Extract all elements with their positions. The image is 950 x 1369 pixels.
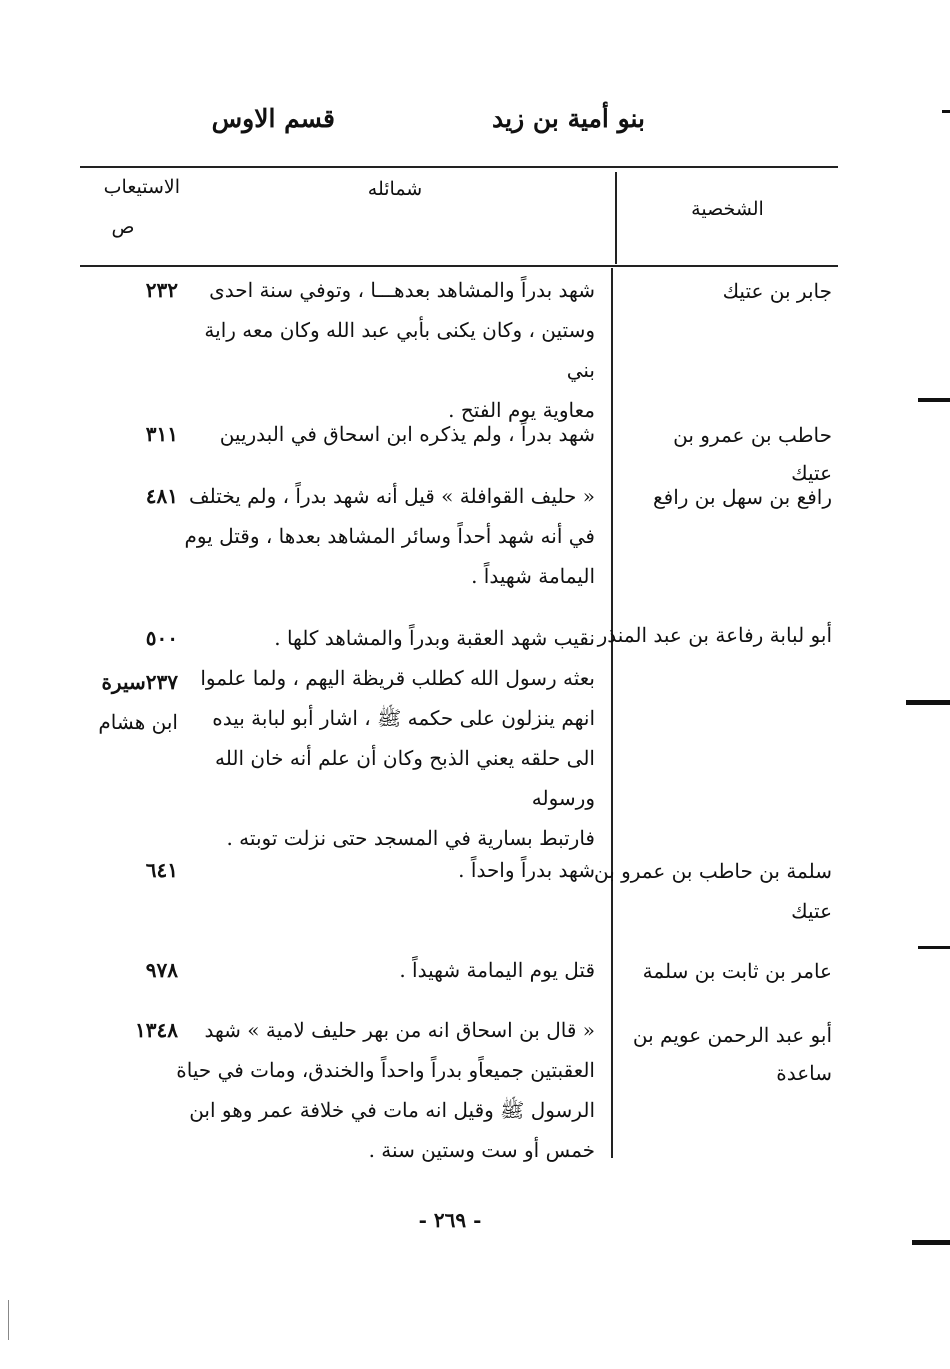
- description-line: قتل يوم اليمامة شهيداً .: [399, 958, 595, 982]
- person-description: [175, 414, 595, 454]
- person-name: حاطب بن عمرو بن عتيك: [673, 423, 832, 485]
- section-title: قسم الاوس: [211, 104, 335, 133]
- scan-edge-mark: [8, 1300, 9, 1340]
- istiab-page-ref: ٣١١: [145, 422, 178, 446]
- scan-edge-mark: [942, 110, 950, 113]
- person-name: سلمة بن حاطب بن عمرو بن: [593, 859, 832, 883]
- sira-source: ابن هشام: [98, 710, 178, 734]
- column-header-page: ص: [111, 216, 135, 238]
- scan-edge-mark: [918, 398, 950, 402]
- description-line: معاوية يوم الفتح .: [448, 398, 595, 422]
- description-line: انهم ينزلون على حكمه ﷺ ، اشار أبو لبابة بيده: [212, 706, 595, 730]
- person-name-continued: عتيك: [791, 899, 832, 923]
- description-line: شهد بدراً ، ولم يذكره ابن اسحاق في البدريين: [219, 422, 595, 446]
- description-line: فارتبط بسارية في المسجد حتى نزلت توبته .: [226, 826, 595, 850]
- istiab-page-ref: ٩٧٨: [145, 958, 178, 982]
- description-line: شهد بدراً والمشاهد بعدهـــا ، وتوفي سنة احدى: [209, 278, 595, 302]
- description-line: شهد بدراً واحداً .: [458, 858, 595, 882]
- page-number: - ٢٦٩ -: [418, 1208, 482, 1232]
- description-line: الرسول ﷺ وقيل انه مات في خلافة عمر وهو ابن: [189, 1098, 595, 1122]
- person-description: [175, 850, 595, 890]
- person-description: [175, 1010, 595, 1170]
- person-name: أبو عبد الرحمن عويم بن: [632, 1023, 832, 1047]
- description-line: في أنه شهد أحداً وسائر المشاهد بعدها ، وقتل يوم: [184, 524, 595, 548]
- scan-edge-mark: [906, 700, 950, 705]
- table-header-rule: [80, 265, 838, 267]
- description-line: الى حلقه يعني الذبح وكان أن علم أنه خان الله ورسوله: [215, 746, 595, 810]
- column-header-traits: شمائله: [367, 178, 423, 200]
- istiab-page-ref: ١٣٤٨: [135, 1018, 178, 1042]
- page-title: بنو أمية بن زيد: [492, 104, 645, 133]
- column-header-person: الشخصية: [691, 198, 764, 220]
- person-description: [175, 950, 595, 990]
- istiab-page-ref: ٦٤١: [145, 858, 178, 882]
- table-top-rule: [80, 166, 838, 168]
- description-line: خمس أو ست وستين سنة .: [368, 1138, 595, 1162]
- description-line: العقبتين جميعاًو بدراً واحداً والخندق، ومات في حياة: [176, 1058, 595, 1082]
- scan-edge-mark: [918, 946, 950, 949]
- person-name: رافع بن سهل بن رافع: [653, 485, 832, 509]
- person-name-continued: ساعدة: [776, 1061, 832, 1085]
- scan-edge-mark: [912, 1240, 950, 1245]
- description-line: اليمامة شهيداً .: [471, 564, 595, 588]
- description-line: بعثه رسول الله كطلب قريظة اليهم ، ولما علموا: [200, 666, 595, 690]
- person-description: [175, 270, 595, 430]
- istiab-page-ref: ٤٨١: [145, 484, 178, 508]
- istiab-page-ref: ٥٠٠: [145, 626, 178, 650]
- istiab-page-ref: ٢٣٢: [145, 278, 178, 302]
- description-line: « حليف القوافلة » قيل أنه شهد بدراً ، ولم يختلف: [188, 484, 595, 508]
- person-description: [175, 476, 595, 596]
- description-line: وستين ، وكان يكنى بأبي عبد الله وكان معه راية بني: [204, 318, 595, 382]
- description-line: « قال بن اسحاق انه من بهر حليف لامية » شهد: [204, 1018, 595, 1042]
- person-description: [175, 618, 595, 858]
- column-header-istiab: الاستيعاب: [103, 176, 180, 198]
- description-line: نقيب شهد العقبة وبدراً والمشاهد كلها .: [274, 626, 595, 650]
- sira-page-ref: ٢٣٧سيرة: [101, 670, 178, 694]
- person-name: عامر بن ثابت بن سلمة: [642, 959, 832, 983]
- column-divider-top: [615, 172, 617, 264]
- person-name: أبو لبابة رفاعة بن عبد المنذر: [597, 623, 832, 647]
- person-name: جابر بن عتيك: [722, 279, 832, 303]
